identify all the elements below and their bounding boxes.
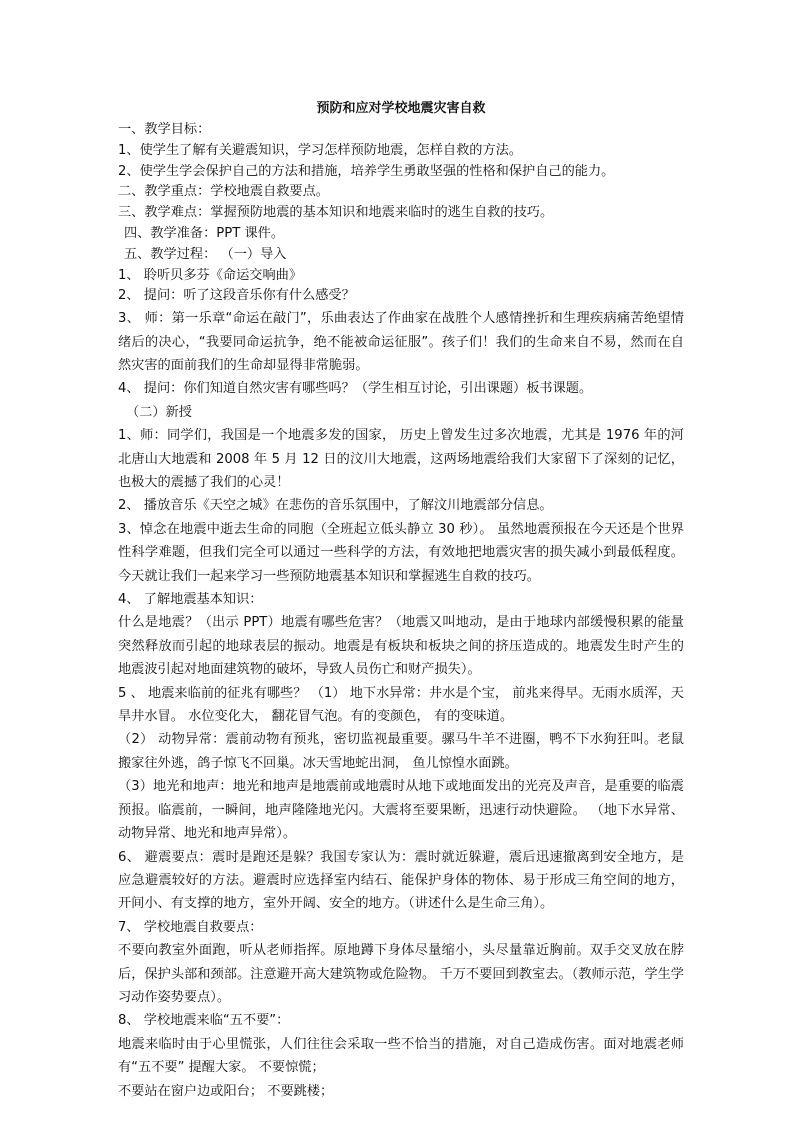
paragraph: 1、师：同学们，我国是一个地震多发的国家， 历史上曾发生过多次地震，尤其是 1976 年的河北唐山大地震和 2008 年 5 月 12 日的汶川大地震，这两场地震给我们大家留下了深刻的记忆，也极大的震撼了我们的心灵！ [118,428,684,491]
text-line: 二、教学重点：学校地震自救要点。 [118,184,329,200]
paragraph: （2） 动物异常：震前动物有预兆，密切监视最重要。骡马牛羊不进圈，鸭不下水狗狂叫。老鼠搬家往外逃，鸽子惊飞不回巢。冰天雪地蛇出洞， 鱼儿惊惶水面跳。 [118,732,684,771]
body-section [118,307,684,1103]
paragraph: 4、 提问：你们知道自然灾害有哪些吗？（学生相互讨论，引出课题）板书课题。 [118,381,593,397]
text-line: 2、 提问：听了这段音乐你有什么感受？ [118,288,355,304]
paragraph: 2、 播放音乐《天空之城》在悲伤的音乐氛围中，了解汶川地震部分信息。 [118,498,553,514]
paragraph: 不要站在窗户边或阳台； 不要跳楼； [118,1083,334,1099]
paragraph: 地震来临时由于心里慌张，人们往往会采取一些不恰当的措施，对自己造成伤害。面对地震老师有“五不要” 提醒大家。 不要惊慌； [118,1036,684,1076]
paragraph: 8、 学校地震来临“五不要”： [118,1013,290,1029]
text-line: 五、教学过程： （一）导入 [124,246,287,262]
text-line: 1、 聆听贝多芬《命运交响曲》 [118,267,303,283]
paragraph: 6、 避震要点：震时是跑还是躲？我国专家认为：震时就近躲避，震后迅速撤离到安全地方，是应急避震较好的方法。避震时应选择室内结石、能保护身体的物体、易于形成三角空间的地方，开间小、有支撑的地方，室外开阔、安全的地方。（讲述什么是生命三角）。 [118,849,684,912]
paragraph: 3、悼念在地震中逝去生命的同胞（全班起立低头静立 30 秒）。 虽然地震预报在今天还是个世界性科学难题，但我们完全可以通过一些科学的方法，有效地把地震灾害的损失减小到最低程度。今天就让我们一起来学习一些预防地震基本知识和掌握逃生自救的技巧。 [118,521,684,584]
paragraph: 5 、 地震来临前的征兆有哪些？ （1） 地下水异常：井水是个宝， 前兆来得早。无雨水质浑，天旱井水冒。 水位变化大， 翻花冒气泡。有的变颜色， 有的变味道。 [118,685,684,725]
paragraph: 不要向教室外面跑，听从老师指挥。原地蹲下身体尽量缩小，头尽量靠近胸前。双手交叉放在脖后，保护头部和颈部。注意避开高大建筑物或危险物。 千万不要回到教室去。（教师示范，学生学习动作姿势要点）。 [118,943,684,1005]
paragraph: （3）地光和地声：地光和地声是地震前或地震时从地下或地面发出的光亮及声音，是重要的临震预报。临震前，一瞬间，地声隆隆地光闪。大震将至要果断，迅速行动快避险。 （地下水异常、动物异常、地光和地声异常）。 [118,779,684,842]
paragraph: 7、 学校地震自救要点： [118,919,263,935]
text-line: 三、教学难点：掌握预防地震的基本知识和地震来临时的逃生自救的技巧。 [118,205,554,221]
text-line: 2、使学生学会保护自己的方法和措施，培养学生勇敢坚强的性格和保护自己的能力。 [118,163,615,179]
section-heading: （二）新授 [126,404,192,420]
document-title: 预防和应对学校地震灾害自救 [316,101,486,116]
text-line: 四、教学准备：PPT 课件。 [124,225,285,241]
paragraph: 3、 师：第一乐章“命运在敲门”，乐曲表达了作曲家在战胜个人感情挫折和生理疾病痛苦绝望情绪后的决心，“我要同命运抗争，绝不能被命运征服”。孩子们！我们的生命来自不易，然而在自然灾害的面前我们的生命却显得非常脆弱。 [118,311,684,373]
header-section [118,120,684,307]
text-line: 一、教学目标： [118,122,211,137]
text-line: 1、使学生了解有关避震知识，学习怎样预防地震，怎样自救的方法。 [118,142,523,158]
paragraph: 4、 了解地震基本知识： [118,592,263,608]
paragraph: 什么是地震？（出示 PPT）地震有哪些危害？（地震又叫地动，是由于地球内部缓慢积累的能量突然释放而引起的地球表层的振动。地震是有板块和板块之间的挤压造成的。地震发生时产生的地震波引起对地面建筑物的破坏，导致人员伤亡和财产损失）。 [118,615,684,678]
